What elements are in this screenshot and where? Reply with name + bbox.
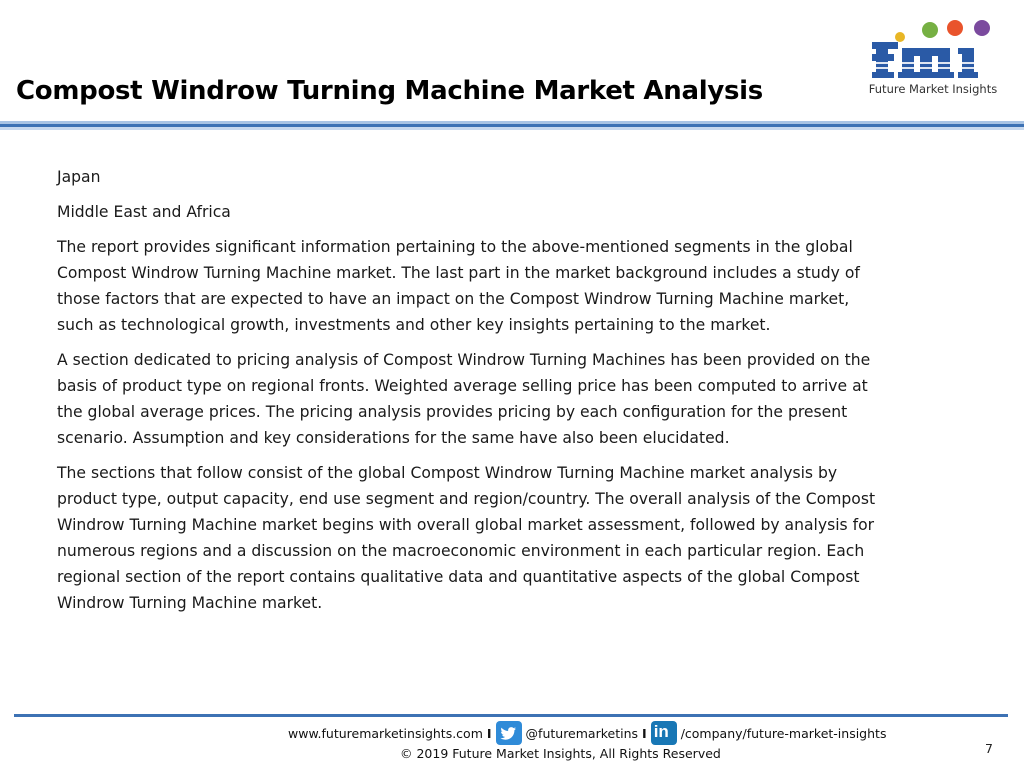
body-paragraph: Middle East and Africa — [57, 203, 231, 221]
footer-separator: I — [642, 725, 647, 741]
body-paragraph: Japan — [57, 168, 101, 186]
page-number: 7 — [985, 741, 993, 756]
slide-title: Compost Windrow Turning Machine Market Analysis — [16, 76, 763, 106]
body-paragraph: The sections that follow consist of the global Compost Windrow Turning Machine market analysis by product type, output capacity, end use segment and region/country. The overall analysis of the Compost Windrow Turning Machine market begins with overall global market assessment, followed by analysis for numerous regions and a discussion on the macroeconomic environment in each particular region. Each regional section of the report contains qualitative data and quantitative aspects of the global Compost Windrow Turning Machine market. — [57, 464, 876, 612]
footer-links — [288, 721, 886, 745]
fmi-logo — [858, 16, 1008, 102]
body-paragraph: A section dedicated to pricing analysis of Compost Windrow Turning Machines has been provided on the basis of product type on regional fronts. Weighted average selling price has been computed to arrive at the global average prices. The pricing analysis provides pricing by each configuration for the present scenario. Assumption and key considerations for the same have also been elucidated. — [57, 351, 871, 447]
twitter-handle[interactable]: @futuremarketins — [525, 725, 639, 741]
slide-body — [57, 164, 887, 625]
website-link[interactable]: www.futuremarketinsights.com — [288, 725, 483, 741]
header-divider — [0, 121, 1024, 130]
copyright-text: © 2019 Future Market Insights, All Rights Reserved — [400, 746, 721, 761]
body-paragraph: The report provides significant information pertaining to the above-mentioned segments in the global Compost Windrow Turning Machine market. The last part in the market background includes a study of those factors that are expected to have an impact on the Compost Windrow Turning Machine market, such as technological growth, investments and other key insights pertaining to the market. — [57, 238, 860, 334]
linkedin-link[interactable]: /company/future-market-insights — [680, 725, 887, 741]
shopping-cart-icon — [974, 20, 990, 36]
footer-separator: I — [486, 725, 492, 741]
globe-icon — [922, 22, 938, 38]
logo-tagline: Future Market Insights — [868, 82, 998, 96]
flask-icon — [947, 20, 963, 36]
logo-fmi — [858, 16, 1008, 84]
linkedin-icon[interactable] — [651, 721, 677, 745]
linkedin-badge: in — [653, 722, 669, 741]
footer-divider — [14, 714, 1008, 717]
plant-icon — [895, 32, 905, 42]
twitter-icon[interactable] — [496, 721, 522, 745]
